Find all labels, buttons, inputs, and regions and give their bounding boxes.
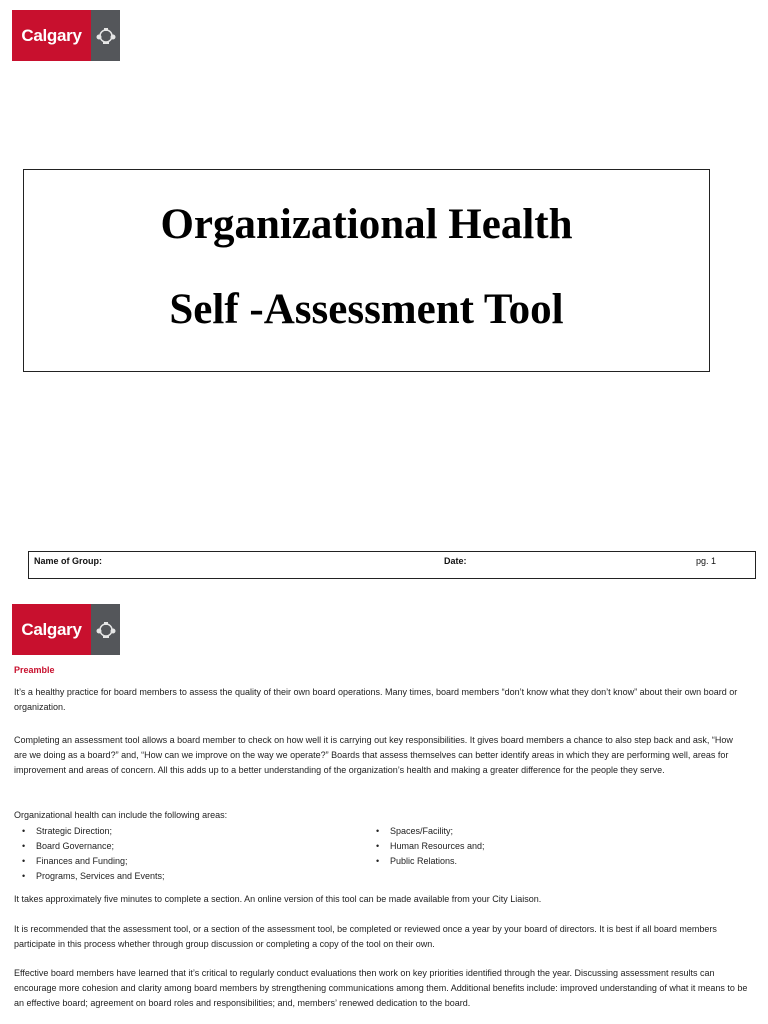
paragraph-1: It’s a healthy practice for board members to assess the quality of their own board operations. Many times, board members “don’t know what they don’t know” about their own board or organization. [14,687,738,712]
paragraph-4: It takes approximately five minutes to complete a section. An online version of this tool can be made available from your City Liaison. [14,894,542,904]
list-item: • Strategic Direction; [22,826,113,836]
calgary-logo [12,10,120,61]
title-box [23,169,710,372]
areas-list-right [376,824,485,869]
crest-icon [91,10,120,61]
document-title-line2: Self -Assessment Tool [169,286,564,333]
list-item: • Finances and Funding; [22,856,128,866]
crest-icon [91,604,120,655]
preamble-heading: Preamble [14,665,55,675]
page-footer [28,551,756,579]
areas-list-left [22,824,165,884]
paragraph-2: Completing an assessment tool allows a board member to check on how well it is carrying out key responsibilities. It gives board members a chance to also step back and ask, “How are we doing as a board?” and, “How can we improve on the way we operate?” Boards that assess themselves can better identify areas in which they are performing well, areas for improvement and areas of concern. All this adds up to a better understanding of the organization’s health and making a greater difference for the people they serve. [14,735,733,775]
logo-wordmark: Calgary [12,10,91,61]
list-item: • Programs, Services and Events; [22,871,165,881]
calgary-logo-page2 [12,604,120,655]
paragraph-5: It is recommended that the assessment tool, or a section of the assessment tool, be completed or reviewed once a year by your board of directors. It is best if all board members participate in this process whether through group discussion or completing a copy of the tool on their own. [14,924,717,949]
paragraph-6: Effective board members have learned that it’s critical to regularly conduct evaluations then work on key priorities identified through the year. Discussing assessment results can encourage more cohesion and clarity among board members by strengthening communications among them. Additional benefits include: improved understanding of what it means to be an effective board; agreement on board roles and responsibilities; and, members’ renewed dedication to the board. [14,968,748,1008]
list-item: • Board Governance; [22,841,115,851]
group-name-label: Name of Group: [34,556,103,566]
document-title-line1: Organizational Health [160,201,573,248]
date-label: Date: [444,556,467,566]
page-number: pg. 1 [696,556,717,566]
list-item: • Public Relations. [376,856,458,866]
list-item: • Human Resources and; [376,841,485,851]
list-item: • Spaces/Facility; [376,826,454,836]
paragraph-3: Organizational health can include the following areas: [14,810,228,820]
logo-wordmark: Calgary [12,604,91,655]
